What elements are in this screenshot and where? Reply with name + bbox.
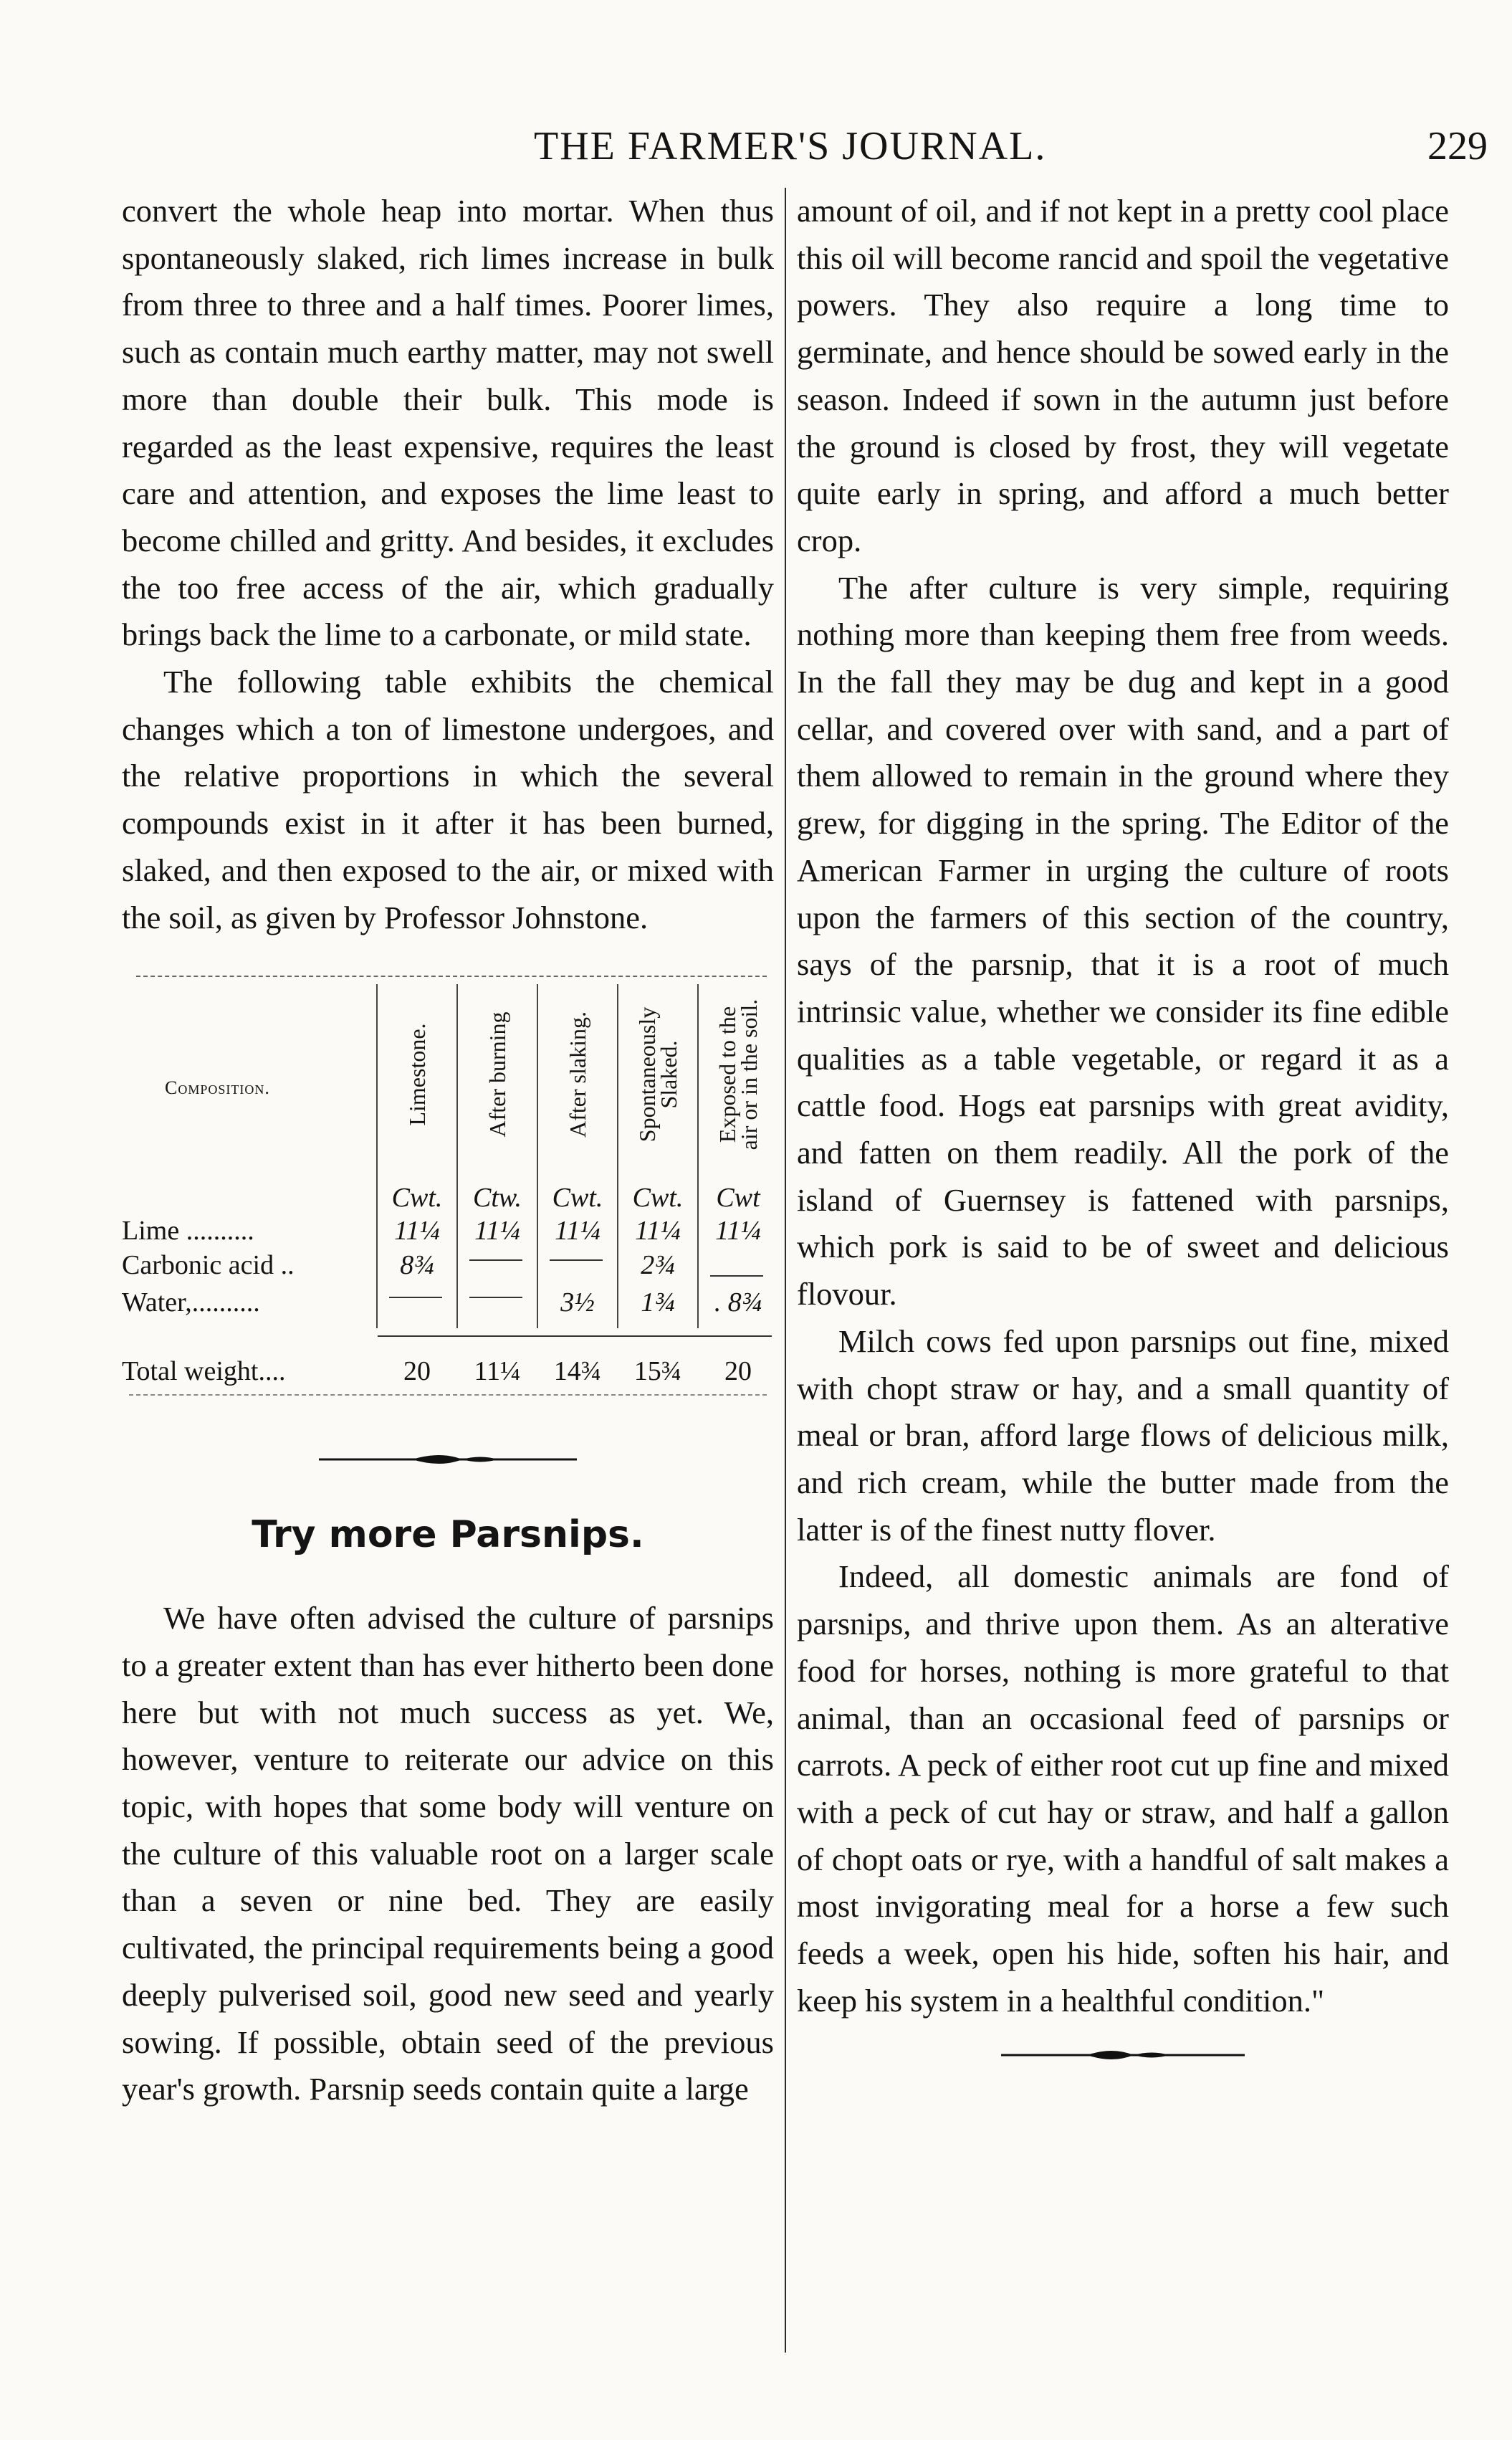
unit-cell: Ctw. bbox=[473, 1183, 522, 1214]
section-title: Try more Parsnips. bbox=[252, 1513, 644, 1557]
paragraph-table-intro: The following table exhibits the chemical changes which a ton of limestone undergoes, and the relative proportions in which the several compounds exist in it after it has been burned, slaked, and then exposed to the air, or mixed with the soil, as given by Professor Johnstone. bbox=[122, 664, 774, 935]
table-cell: 11¼ bbox=[715, 1216, 761, 1247]
empty-cell-dash bbox=[469, 1297, 522, 1298]
table-row-lime bbox=[122, 1208, 774, 1247]
table-cell: 15¾ bbox=[633, 1356, 682, 1387]
table-row-total bbox=[122, 1348, 774, 1387]
unit-cell: Cwt. bbox=[391, 1183, 443, 1214]
page-number: 229 bbox=[1427, 124, 1488, 168]
empty-cell-dash bbox=[469, 1259, 522, 1261]
table-cell: . 8¾ bbox=[714, 1287, 762, 1318]
table-cell: 11¼ bbox=[474, 1216, 520, 1247]
running-head: THE FARMER'S JOURNAL. bbox=[534, 124, 1047, 168]
paragraph-lime-slaking: convert the whole heap into mortar. When thus spontaneously slaked, rich limes increase in bulk from three to three and a half times. Poorer limes, such as contain much earthy matter, may not swell more than double their bulk. This mode is regarded as the least expensive, requires the least care and attention, and exposes the lime least to become chilled and gritty. And besides, it excludes the too free access of the air, which gradually brings back the lime to a carbonate, or mild state. bbox=[122, 193, 774, 653]
right-column bbox=[797, 188, 1449, 2066]
table-cell: 11¼ bbox=[474, 1356, 521, 1387]
table-top-rule bbox=[136, 976, 767, 977]
table-cell: 2¾ bbox=[641, 1250, 675, 1281]
paragraph-after-culture: The after culture is very simple, requiring nothing more than keeping them free from weeds. In the fall they may be dug and kept in a good cellar, and covered over with sand, and a part of them allowed to remain in the ground where they grew, for digging in the spring. The Editor of the American Farmer in urging the culture of roots upon the farmers of this section of the country, says of the parsnip, that it is a root of much intrinsic value, whether we consider its fine edible qualities as a table vegetable, or regard it as a cattle food. Hogs eat parsnips with great avidity, and fatten on them readily. All the pork of the island of Guernsey is fattened with parsnips, which pork is said to be of sweet and delicious flovour. bbox=[797, 569, 1449, 1312]
row-label: Water,.......... bbox=[122, 1287, 260, 1318]
column-header-after-slaking: After slaking. bbox=[565, 1011, 590, 1138]
table-cell: 11¼ bbox=[555, 1216, 601, 1247]
lime-composition-table bbox=[122, 971, 774, 1416]
unit-cell: Cwt bbox=[716, 1183, 760, 1214]
row-label: Carbonic acid .. bbox=[122, 1250, 295, 1281]
empty-cell-dash bbox=[389, 1297, 442, 1298]
table-cell: 14¾ bbox=[553, 1356, 602, 1387]
table-cell: 11¼ bbox=[394, 1216, 440, 1247]
table-cell: 20 bbox=[724, 1356, 752, 1387]
column-divider bbox=[785, 188, 786, 2353]
unit-cell: Cwt. bbox=[552, 1183, 603, 1214]
table-row-water bbox=[122, 1279, 774, 1318]
table-cell: 1¾ bbox=[641, 1287, 675, 1318]
table-cell: 3½ bbox=[560, 1287, 595, 1318]
empty-cell-dash bbox=[550, 1259, 603, 1261]
units-row bbox=[122, 1175, 774, 1214]
empty-cell-dash bbox=[710, 1275, 763, 1277]
left-column bbox=[122, 188, 774, 2113]
row-label: Lime .......... bbox=[122, 1216, 254, 1247]
row-label: Total weight.... bbox=[122, 1356, 286, 1387]
composition-header: Composition. bbox=[165, 1077, 270, 1099]
table-cell: 8¾ bbox=[400, 1250, 434, 1281]
total-top-rule bbox=[378, 1335, 772, 1337]
table-cell: 11¼ bbox=[635, 1216, 681, 1247]
column-header-after-burning: After burning bbox=[484, 1011, 510, 1138]
ornament-divider bbox=[319, 1449, 577, 1470]
unit-cell: Cwt. bbox=[632, 1183, 684, 1214]
column-header-limestone: Limestone. bbox=[404, 1023, 430, 1126]
table-cell: 20 bbox=[403, 1356, 431, 1387]
page-header bbox=[0, 120, 1512, 178]
paragraph-milch-cows: Milch cows fed upon parsnips out fine, mixed with chopt straw or hay, and a small quantity of meal or bran, afford large flows of delicious milk, and rich cream, while the butter made from the latter is of the finest nutty flover. bbox=[797, 1323, 1449, 1548]
column-header-exposed: Exposed to the air or in the soil. bbox=[714, 999, 762, 1150]
paragraph-domestic-animals: Indeed, all domestic animals are fond of parsnips, and thrive upon them. As an alterative food for horses, nothing is more grateful to that animal, than an occasional feed of parsnips or carrots. A peck of either root cut up fine and mixed with a peck of cut hay or straw, and half a gallon of chopt oats or rye, with a handful of salt makes a most invigorating meal for a horse a few such feeds a week, open his hide, soften his hair, and keep his system in a healthful condition." bbox=[797, 1558, 1449, 2019]
paragraph-parsnips-intro: We have often advised the culture of parsnips to a greater extent than has ever hitherto been done here but with not much success as yet. We, however, venture to reiterate our advice on this topic, with hopes that some body will venture on the culture of this valuable root on a larger scale than a seven or nine bed. They are easily cultivated, the principal requirements being a good deeply pulverised soil, good new seed and yearly sowing. If possible, obtain seed of the previous year's growth. Parsnip seeds contain quite a large bbox=[122, 1600, 774, 2107]
table-bottom-rule bbox=[129, 1394, 767, 1396]
ornament-divider-end bbox=[1001, 2044, 1245, 2066]
table-row-carbonic-acid bbox=[122, 1242, 774, 1281]
column-header-spontaneously-slaked: Spontaneously Slaked. bbox=[634, 1007, 681, 1143]
paragraph-parsnip-oil: amount of oil, and if not kept in a pretty cool place this oil will become rancid and spoil the vegetative powers. They also require a long time to germinate, and hence should be sowed early in the season. Indeed if sown in the autumn just before the ground is closed by frost, they will vegetate quite early in spring, and afford a much better crop. bbox=[797, 193, 1449, 558]
